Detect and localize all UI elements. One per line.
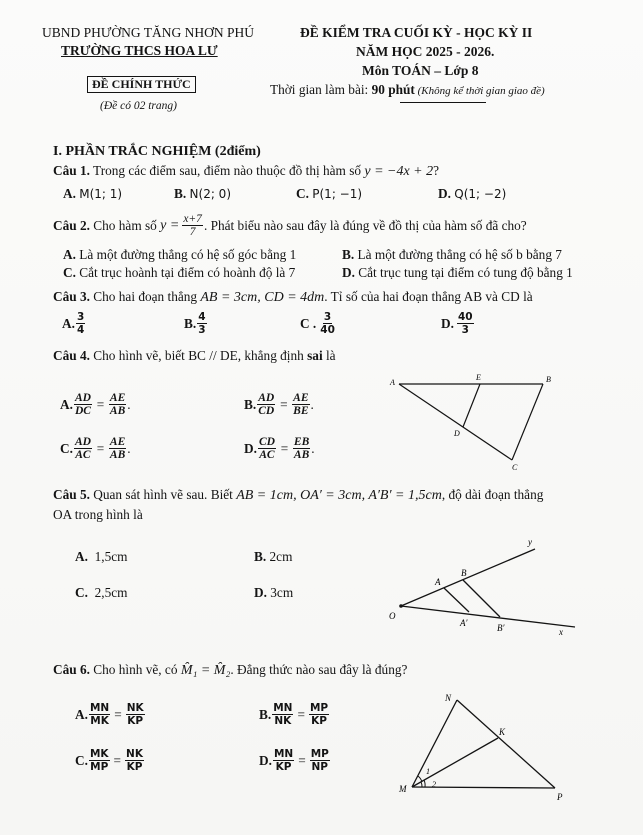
question-text: Cho hình vẽ, có	[89, 662, 181, 677]
option-text: 1,5cm	[94, 549, 128, 564]
question-text: Cho hai đoạn thẳng	[89, 289, 201, 304]
denominator: KP	[275, 761, 292, 773]
numerator: 4	[198, 311, 206, 323]
question-5-line-2: OA trong hình là	[53, 507, 143, 522]
school-name: TRƯỜNG THCS HOA LƯ	[61, 43, 218, 58]
numerator: MK	[89, 748, 109, 760]
fraction	[258, 436, 276, 461]
numerator: MP	[309, 702, 329, 714]
option-text: N(2; 0)	[189, 187, 231, 201]
question-math: y =	[160, 217, 180, 233]
fraction	[310, 748, 330, 773]
question-label: Câu 6.	[53, 662, 90, 677]
q5-option-d[interactable]	[254, 585, 293, 601]
numerator: EB	[293, 436, 310, 448]
pages-note: (Đề có 02 trang)	[100, 100, 177, 112]
numerator: MN	[273, 748, 294, 760]
q3-option-b[interactable]	[184, 311, 208, 336]
option-letter: D.	[342, 265, 355, 280]
denominator: AB	[109, 405, 126, 417]
label-o: O	[389, 611, 396, 621]
question-bold-word: sai	[307, 348, 323, 363]
q6-option-d[interactable]: D. $\frac{MN}{KP}$ = $\frac{MP}{NP}$	[259, 748, 329, 773]
label-n: N	[445, 693, 452, 703]
option-text: Cắt trục hoành tại điểm có hoành độ là 7	[79, 265, 296, 280]
option-letter: C.	[75, 585, 88, 600]
label-c: C	[512, 463, 518, 472]
question-5	[53, 487, 543, 504]
option-letter: D.	[244, 440, 257, 456]
numerator: AE	[293, 392, 309, 404]
option-text: M(1; 1)	[79, 187, 123, 201]
option-letter: A.	[75, 549, 88, 564]
q6-triangle-figure	[395, 690, 570, 805]
exam-title: ĐỀ KIỂM TRA CUỐI KỲ - HỌC KỲ II	[300, 25, 533, 40]
option-text: Là một đường thẳng có hệ số góc bằng 1	[79, 247, 297, 262]
question-text-end: . Đẳng thức nào sau đây là đúng?	[230, 662, 408, 677]
fraction	[89, 702, 110, 727]
question-label: Câu 2.	[53, 217, 90, 233]
fraction	[89, 748, 110, 773]
school-year: NĂM HỌC 2025 - 2026.	[356, 44, 495, 59]
numerator: 3	[323, 311, 332, 323]
q1-option-b[interactable]	[174, 186, 231, 202]
denominator: 7	[189, 226, 196, 238]
q2-option-c[interactable]	[63, 265, 295, 281]
option-letter: B.	[184, 315, 197, 331]
denominator: 40	[320, 324, 335, 336]
denominator: KP	[127, 715, 144, 727]
question-6	[53, 662, 407, 679]
numerator: AD	[74, 392, 91, 404]
option-letter: B.	[254, 549, 267, 564]
subject-line: Môn TOÁN – Lớp 8	[362, 63, 479, 78]
question-label: Câu 4.	[53, 348, 90, 363]
option-letter: A.	[63, 186, 76, 201]
question-label: Câu 1.	[53, 163, 90, 178]
fraction	[109, 436, 126, 461]
q4-option-b[interactable]: B. $\frac{AD}{CD}$ = $\frac{AE}{BE}$ .	[244, 392, 314, 417]
q6-option-c[interactable]: C. $\frac{MK}{MP}$ = $\frac{NK}{KP}$	[75, 748, 143, 773]
official-label: ĐỀ CHÍNH THỨC	[87, 76, 196, 93]
label-a: A	[435, 577, 441, 587]
denominator: AB	[109, 449, 126, 461]
option-letter: C.	[296, 186, 309, 201]
q1-option-a[interactable]	[63, 186, 122, 202]
q5-option-b[interactable]	[254, 549, 292, 565]
fraction	[197, 311, 206, 336]
option-letter: D.	[259, 752, 272, 768]
option-letter: B.	[174, 186, 187, 201]
denominator: DC	[74, 405, 91, 417]
fraction	[74, 392, 92, 417]
option-text: P(1; −1)	[312, 187, 363, 201]
question-text-end: là	[322, 348, 336, 363]
denominator: NK	[274, 715, 292, 727]
option-letter: A.	[62, 315, 75, 331]
fraction	[273, 748, 294, 773]
fraction	[125, 748, 144, 773]
time-label: Thời gian làm bài:	[270, 82, 372, 97]
label-a-prime: A′	[460, 618, 468, 628]
option-text: 2,5cm	[94, 585, 128, 600]
fraction	[182, 213, 203, 238]
option-letter: C.	[75, 752, 88, 768]
q4-triangle-figure	[385, 370, 555, 475]
option-letter: A.	[63, 247, 76, 262]
q1-option-c[interactable]	[296, 186, 362, 202]
fraction	[319, 311, 336, 336]
option-text: Q(1; −2)	[454, 187, 507, 201]
option-text: 3cm	[270, 585, 294, 600]
q5-option-a[interactable]	[75, 549, 127, 565]
label-b-prime: B′	[497, 623, 505, 633]
label-d: D	[454, 429, 460, 438]
denominator: AB	[293, 449, 310, 461]
denominator: BE	[293, 405, 309, 417]
question-math: y = −4x + 2	[364, 164, 434, 179]
q3-option-d[interactable]	[441, 311, 475, 336]
numerator: 40	[457, 311, 473, 323]
fraction	[257, 392, 275, 417]
q6-option-b[interactable]: B. $\frac{MN}{NK}$ = $\frac{MP}{KP}$	[259, 702, 329, 727]
option-letter: B.	[244, 396, 257, 412]
numerator: AE	[109, 392, 126, 404]
q4-option-c[interactable]: C. $\frac{AD}{AC}$ = $\frac{AE}{AB}$ .	[60, 436, 131, 461]
question-4	[53, 348, 336, 364]
q3-option-a[interactable]	[62, 311, 86, 336]
fraction	[272, 702, 293, 727]
fraction	[126, 702, 145, 727]
denominator: AC	[75, 449, 91, 461]
question-math: AB = 3cm, CD = 4dm	[200, 290, 325, 305]
option-letter: C .	[300, 315, 317, 331]
question-text: Cho hàm số	[89, 217, 161, 233]
denominator: AC	[259, 449, 275, 461]
numerator: CD	[258, 436, 275, 448]
q5-angle-figure	[385, 535, 585, 640]
question-math: AB = 1cm, OA′ = 3cm, A′B′ = 1,5cm	[236, 488, 442, 503]
numerator: 3	[76, 311, 85, 323]
authority-name: UBND PHƯỜNG TĂNG NHƠN PHÚ	[42, 25, 254, 40]
option-letter: C.	[63, 265, 76, 280]
fraction	[76, 311, 85, 336]
option-text: Là một đường thẳng có hệ số b bằng 7	[357, 247, 562, 262]
option-letter: B.	[259, 706, 272, 722]
time-note: (Không kể thời gian giao đề)	[414, 85, 545, 97]
question-text: Cho hình vẽ, biết BC // DE, khẳng định	[89, 348, 308, 363]
label-k: K	[499, 727, 506, 737]
question-2	[53, 213, 527, 238]
question-1	[53, 163, 439, 180]
fraction	[109, 392, 126, 417]
option-text: 2cm	[269, 549, 293, 564]
numerator: NK	[126, 702, 144, 714]
question-label: Câu 3.	[53, 289, 90, 304]
option-letter: B.	[342, 247, 355, 262]
fraction	[457, 311, 474, 336]
q1-option-d[interactable]	[438, 186, 506, 202]
q6-option-a[interactable]: A. $\frac{MN}{MK}$ = $\frac{NK}{KP}$	[75, 702, 144, 727]
q2-option-d[interactable]	[342, 265, 573, 281]
q2-option-a[interactable]	[63, 247, 296, 263]
label-b: B	[461, 568, 467, 578]
denominator: 4	[76, 324, 85, 336]
q3-option-c[interactable]	[300, 311, 337, 336]
label-a: A	[390, 378, 395, 387]
question-text: Quan sát hình vẽ sau. Biết	[89, 487, 237, 502]
section-title: I. PHẦN TRẮC NGHIỆM (2điểm)	[53, 144, 261, 159]
denominator: KP	[126, 761, 143, 773]
numerator: MN	[273, 702, 293, 714]
fraction	[293, 436, 310, 461]
option-letter: A.	[75, 706, 88, 722]
denominator: NP	[311, 761, 328, 773]
denominator: MK	[90, 715, 109, 727]
numerator: AE	[109, 436, 126, 448]
time-value: 90 phút	[371, 82, 415, 97]
numerator: MN	[89, 702, 110, 714]
label-y: y	[528, 537, 532, 547]
angle-label-2: 2	[432, 780, 436, 789]
question-end: ?	[433, 163, 440, 178]
header-rule	[400, 102, 486, 103]
angle-label-1: 1	[426, 767, 430, 776]
option-letter: A.	[60, 396, 73, 412]
fraction	[309, 702, 329, 727]
q5-option-c[interactable]	[75, 585, 127, 601]
numerator: MP	[310, 748, 329, 760]
label-m: M	[399, 784, 407, 794]
numerator: AD	[258, 392, 275, 404]
option-letter: C.	[60, 440, 73, 456]
label-p: P	[557, 792, 563, 802]
question-text-end: , độ dài đoạn thẳng	[441, 487, 544, 502]
denominator: 3	[198, 324, 206, 336]
option-letter: D.	[441, 315, 454, 331]
numerator: x+7	[183, 213, 202, 225]
question-text-end: . Phát biểu nào sau đây là đúng về đồ thị của hàm số đã cho?	[203, 217, 527, 233]
option-letter: D.	[438, 186, 451, 201]
denominator: MP	[90, 761, 109, 773]
label-b: B	[546, 375, 551, 384]
fraction	[74, 436, 92, 461]
numerator: AD	[74, 436, 91, 448]
denominator: CD	[258, 405, 275, 417]
question-text-end: . Tỉ số của hai đoạn thẳng AB và CD là	[324, 289, 533, 304]
question-math: M̂₁ = M̂₂	[180, 663, 231, 678]
question-label: Câu 5.	[53, 487, 90, 502]
question-3	[53, 289, 533, 306]
question-text: Trong các điểm sau, điểm nào thuộc đồ thị hàm số	[89, 163, 365, 178]
q2-option-b[interactable]	[342, 247, 562, 263]
denominator: 3	[461, 324, 469, 336]
denominator: KP	[311, 715, 327, 727]
q4-option-a[interactable]: A. $\frac{AD}{DC}$ = $\frac{AE}{AB}$ .	[60, 392, 131, 417]
label-x: x	[559, 627, 563, 637]
time-line	[270, 82, 545, 98]
numerator: NK	[126, 748, 143, 760]
option-text: Cắt trục tung tại điểm có tung độ bằng 1	[358, 265, 573, 280]
option-letter: D.	[254, 585, 267, 600]
fraction	[292, 392, 309, 417]
q4-option-d[interactable]: D. $\frac{CD}{AC}$ = $\frac{EB}{AB}$ .	[244, 436, 315, 461]
label-e: E	[476, 373, 481, 382]
